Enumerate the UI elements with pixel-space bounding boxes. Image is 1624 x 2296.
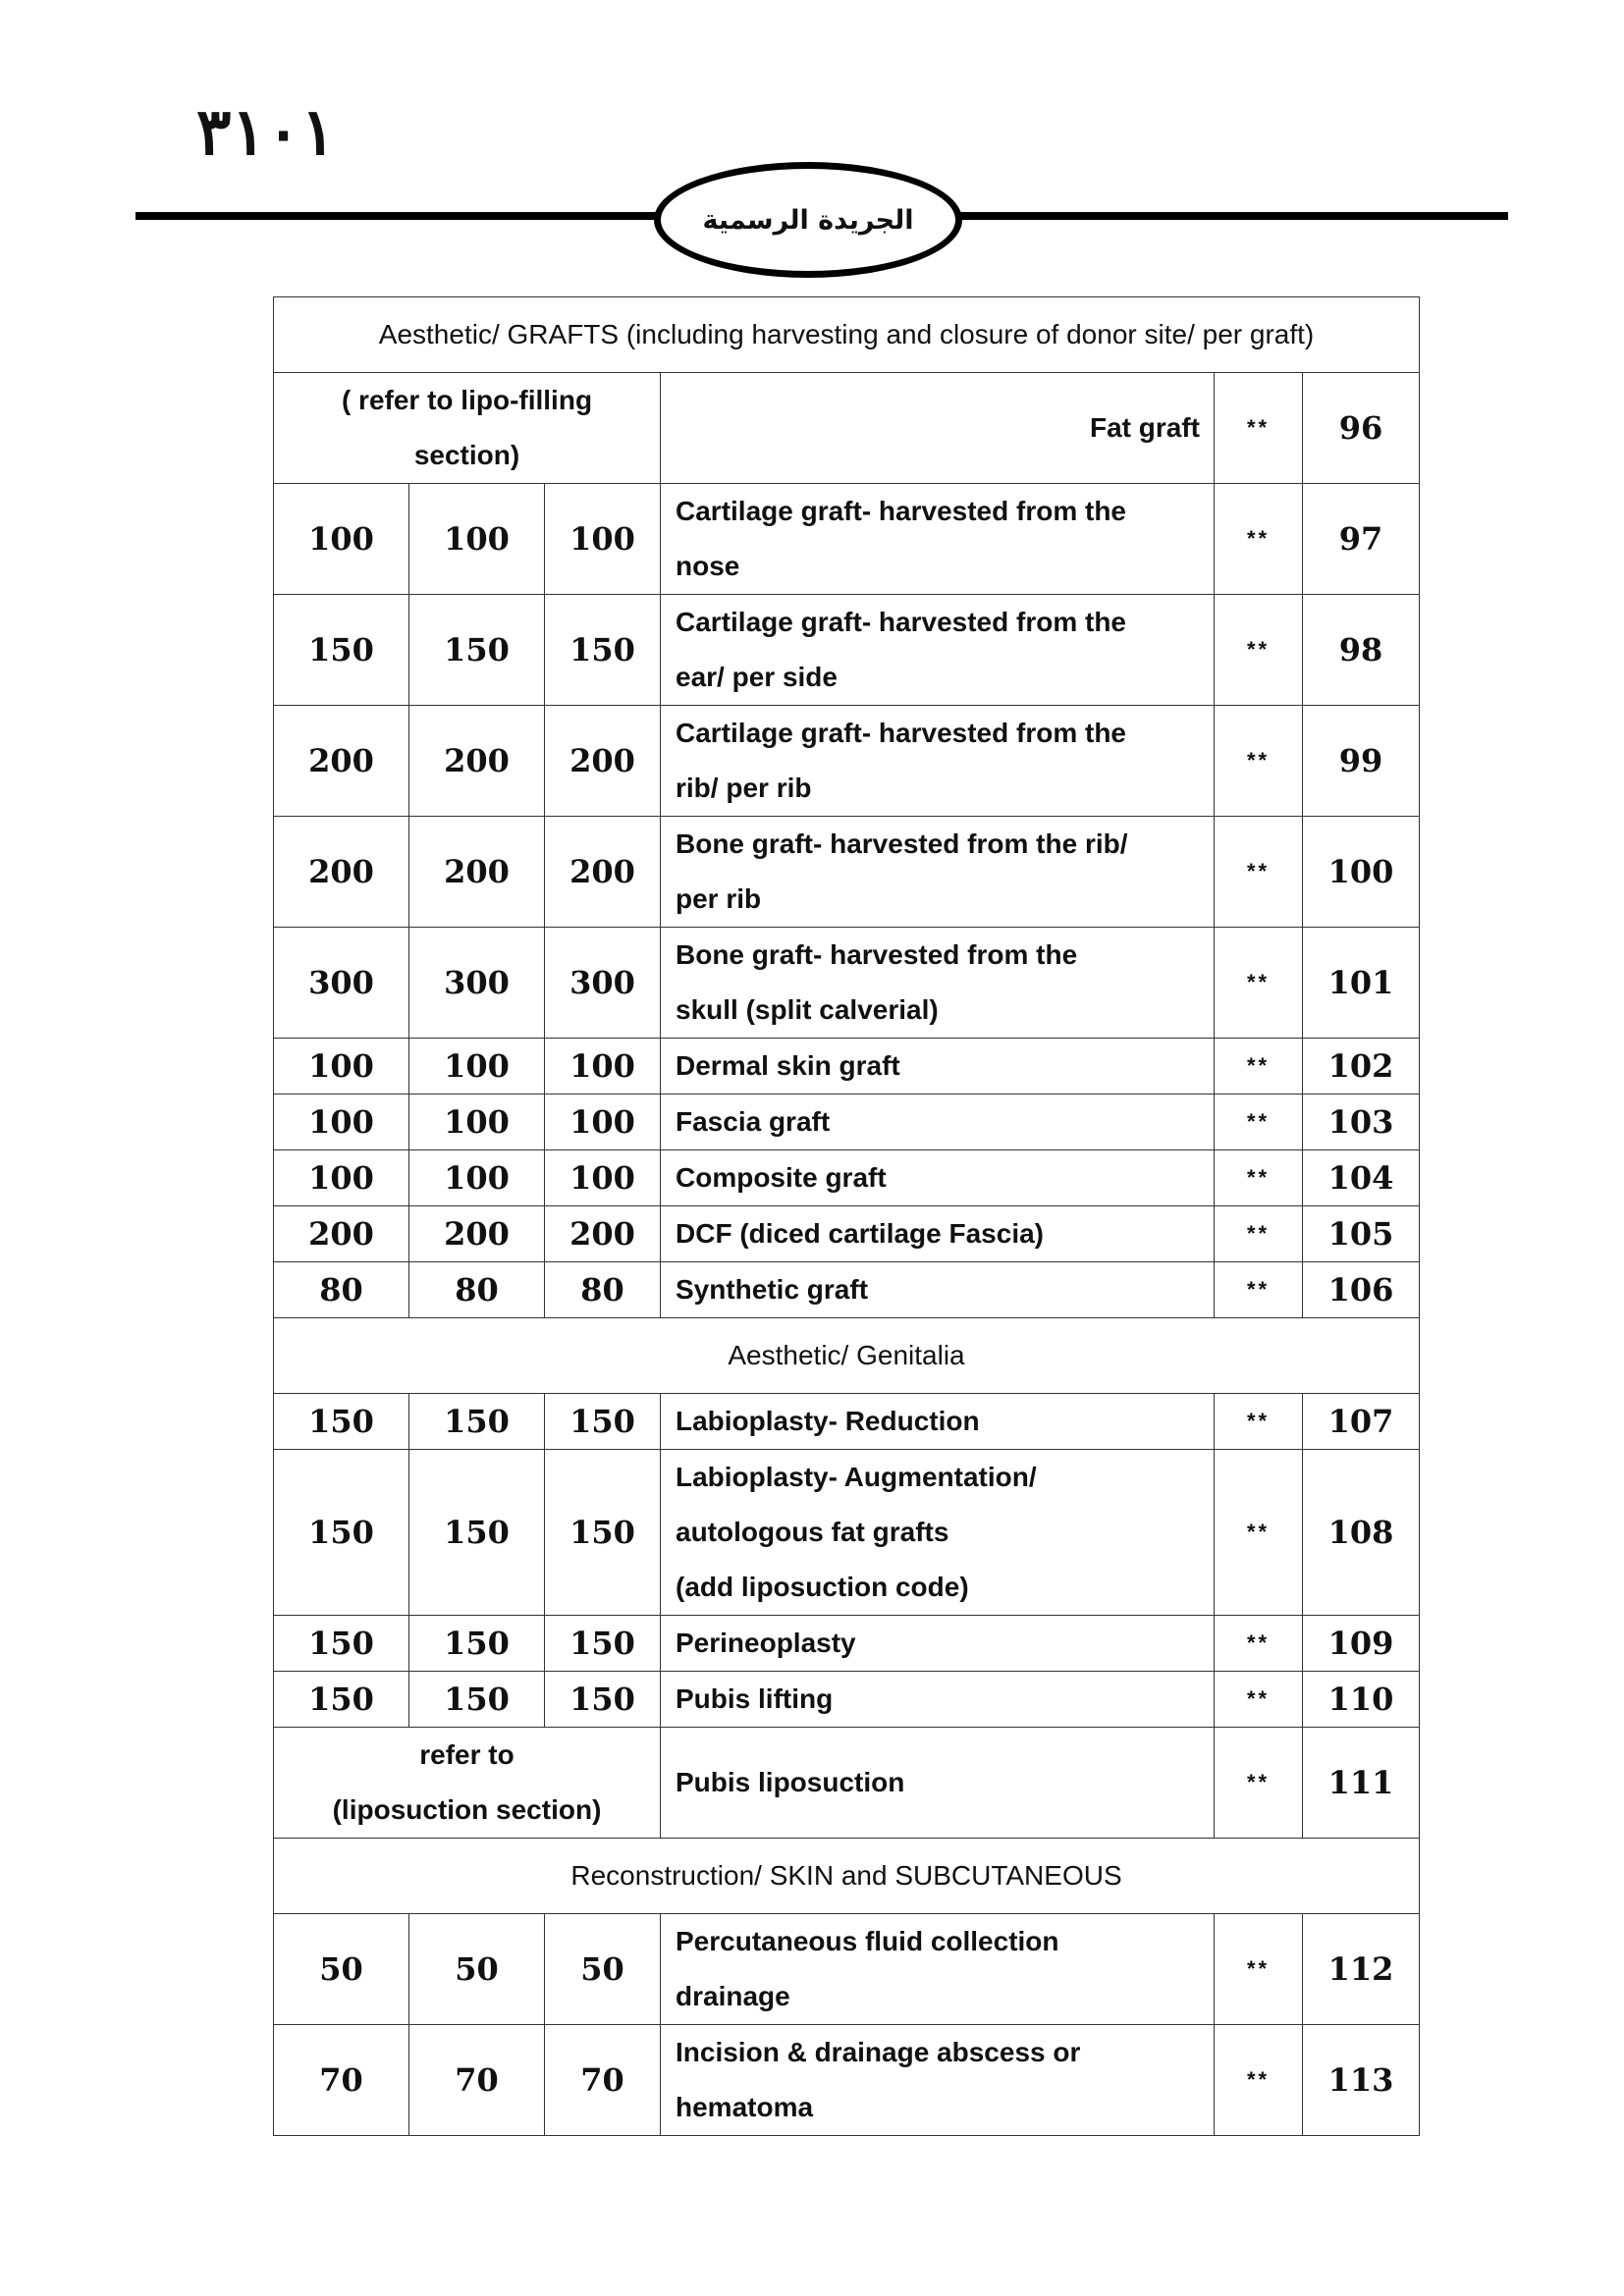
fee-note-cell: [274, 373, 661, 484]
description-line: Cartilage graft- harvested from the: [676, 718, 1126, 748]
procedure-code: 109: [1303, 1616, 1420, 1672]
description-line: per rib: [676, 883, 762, 914]
fee-cell: 150: [409, 1616, 545, 1672]
procedure-description: [661, 1394, 1215, 1450]
fee-cell: 100: [274, 1095, 409, 1150]
fee-cell: 100: [545, 1039, 661, 1095]
fee-cell: 200: [409, 817, 545, 928]
fee-cell: 150: [274, 1450, 409, 1616]
procedure-code: 98: [1303, 595, 1420, 706]
asterisk-mark: **: [1215, 1206, 1303, 1262]
procedure-description: [661, 1262, 1215, 1318]
procedure-code: 102: [1303, 1039, 1420, 1095]
description-line: ear/ per side: [676, 662, 838, 692]
section-header-row: [274, 297, 1420, 373]
fee-cell: 100: [274, 1150, 409, 1206]
description-line: skull (split calverial): [676, 994, 939, 1025]
fee-cell: 150: [409, 1450, 545, 1616]
procedure-code: 113: [1303, 2025, 1420, 2136]
fee-cell: 200: [409, 1206, 545, 1262]
fee-cell: 150: [545, 1450, 661, 1616]
table-row: [274, 1394, 1420, 1450]
fee-note-line: refer to: [419, 1739, 514, 1770]
procedure-code: 104: [1303, 1150, 1420, 1206]
description-line: Pubis lifting: [676, 1683, 834, 1714]
fee-cell: 100: [409, 1039, 545, 1095]
section-header-row: [274, 1839, 1420, 1914]
fee-cell: 70: [545, 2025, 661, 2136]
fee-cell: 80: [545, 1262, 661, 1318]
procedure-code: 105: [1303, 1206, 1420, 1262]
fee-cell: 150: [545, 1616, 661, 1672]
description-line: DCF (diced cartilage Fascia): [676, 1218, 1045, 1249]
procedure-description: [661, 484, 1215, 595]
procedure-description: [661, 595, 1215, 706]
table-row: [274, 484, 1420, 595]
description-line: Percutaneous fluid collection: [676, 1926, 1059, 1956]
procedure-code: 99: [1303, 706, 1420, 817]
description-line: Composite graft: [676, 1162, 887, 1193]
fee-cell: 200: [274, 817, 409, 928]
description-line: (add liposuction code): [676, 1572, 969, 1602]
description-line: Cartilage graft- harvested from the: [676, 607, 1126, 637]
description-line: Incision & drainage abscess or: [676, 2037, 1081, 2067]
fee-schedule-table: [273, 296, 1420, 2136]
table-row: [274, 817, 1420, 928]
asterisk-mark: **: [1215, 1672, 1303, 1728]
section-title-genitalia: Aesthetic/ Genitalia: [274, 1318, 1420, 1394]
table-row: [274, 1672, 1420, 1728]
fee-cell: 50: [274, 1914, 409, 2025]
description-line: hematoma: [676, 2092, 814, 2122]
table-row: [274, 1914, 1420, 2025]
procedure-description: [661, 817, 1215, 928]
asterisk-mark: **: [1215, 1394, 1303, 1450]
fee-cell: 150: [545, 1394, 661, 1450]
fee-cell: 70: [274, 2025, 409, 2136]
fee-cell: 300: [274, 928, 409, 1039]
fee-cell: 150: [274, 595, 409, 706]
procedure-description: [661, 1095, 1215, 1150]
asterisk-mark: **: [1215, 706, 1303, 817]
description-line: Synthetic graft: [676, 1274, 869, 1305]
table-row: [274, 1262, 1420, 1318]
description-line: nose: [676, 551, 740, 581]
table-row: [274, 1728, 1420, 1839]
procedure-code: 111: [1303, 1728, 1420, 1839]
asterisk-mark: **: [1215, 928, 1303, 1039]
description-line: Perineoplasty: [676, 1628, 856, 1658]
procedure-description: [661, 1450, 1215, 1616]
description-line: Fascia graft: [676, 1106, 831, 1137]
section-header-row: [274, 1318, 1420, 1394]
fee-cell: 70: [409, 2025, 545, 2136]
fee-note-line: section): [413, 440, 520, 470]
description-line: drainage: [676, 1981, 790, 2011]
table-row: [274, 1095, 1420, 1150]
fee-cell: 150: [274, 1616, 409, 1672]
description-line: Bone graft- harvested from the: [676, 939, 1078, 970]
fee-cell: 100: [545, 484, 661, 595]
description-line: Cartilage graft- harvested from the: [676, 496, 1126, 526]
fee-note-line: (liposuction section): [332, 1794, 602, 1825]
fee-cell: 200: [274, 706, 409, 817]
fee-cell: 200: [409, 706, 545, 817]
procedure-description: Fat graft: [661, 373, 1215, 484]
description-line: Labioplasty- Reduction: [676, 1406, 980, 1436]
procedure-description: [661, 1914, 1215, 2025]
procedure-code: 110: [1303, 1672, 1420, 1728]
table-row: [274, 1150, 1420, 1206]
section-title-skin: Reconstruction/ SKIN and SUBCUTANEOUS: [274, 1839, 1420, 1914]
fee-cell: 80: [274, 1262, 409, 1318]
fee-cell: 100: [409, 1095, 545, 1150]
fee-cell: 100: [274, 484, 409, 595]
asterisk-mark: **: [1215, 1914, 1303, 2025]
procedure-code: 103: [1303, 1095, 1420, 1150]
fee-cell: 100: [545, 1095, 661, 1150]
description-line: Dermal skin graft: [676, 1050, 900, 1081]
table-row: [274, 1039, 1420, 1095]
fee-cell: 50: [409, 1914, 545, 2025]
fee-cell: 100: [274, 1039, 409, 1095]
fee-cell: 50: [545, 1914, 661, 2025]
procedure-description: [661, 1616, 1215, 1672]
table-row: [274, 595, 1420, 706]
fee-note-line: ( refer to lipo-filling: [341, 385, 593, 415]
fee-cell: 100: [409, 1150, 545, 1206]
page-number: ٣١٠١: [196, 93, 336, 170]
fee-cell: 80: [409, 1262, 545, 1318]
procedure-description: [661, 2025, 1215, 2136]
asterisk-mark: **: [1215, 1728, 1303, 1839]
procedure-description: [661, 1150, 1215, 1206]
table-row: [274, 1450, 1420, 1616]
fee-cell: 200: [545, 706, 661, 817]
procedure-code: 97: [1303, 484, 1420, 595]
fee-cell: 150: [545, 595, 661, 706]
fee-cell: 150: [274, 1394, 409, 1450]
asterisk-mark: **: [1215, 1039, 1303, 1095]
section-title-grafts: Aesthetic/ GRAFTS (including harvesting and closure of donor site/ per graft): [274, 297, 1420, 373]
fee-cell: 150: [409, 595, 545, 706]
procedure-code: 108: [1303, 1450, 1420, 1616]
publication-title: الجريدة الرسمية: [654, 162, 962, 278]
procedure-description: [661, 1672, 1215, 1728]
table-row: [274, 1616, 1420, 1672]
fee-cell: 300: [545, 928, 661, 1039]
table-row: [274, 1206, 1420, 1262]
procedure-description: [661, 1206, 1215, 1262]
description-line: Bone graft- harvested from the rib/: [676, 828, 1128, 859]
asterisk-mark: **: [1215, 817, 1303, 928]
asterisk-mark: **: [1215, 2025, 1303, 2136]
fee-cell: 300: [409, 928, 545, 1039]
table-row: [274, 928, 1420, 1039]
fee-cell: 200: [274, 1206, 409, 1262]
fee-cell: 150: [409, 1672, 545, 1728]
description-line: Labioplasty- Augmentation/: [676, 1462, 1037, 1492]
asterisk-mark: **: [1215, 484, 1303, 595]
table-row: [274, 373, 1420, 484]
asterisk-mark: **: [1215, 1450, 1303, 1616]
procedure-description: [661, 1039, 1215, 1095]
procedure-code: 107: [1303, 1394, 1420, 1450]
procedure-code: 100: [1303, 817, 1420, 928]
procedure-code: 101: [1303, 928, 1420, 1039]
table-row: [274, 706, 1420, 817]
fee-cell: 100: [409, 484, 545, 595]
asterisk-mark: **: [1215, 1150, 1303, 1206]
description-line: rib/ per rib: [676, 773, 812, 803]
asterisk-mark: **: [1215, 595, 1303, 706]
table-row: [274, 2025, 1420, 2136]
asterisk-mark: **: [1215, 1095, 1303, 1150]
procedure-description: [661, 928, 1215, 1039]
asterisk-mark: **: [1215, 1616, 1303, 1672]
fee-cell: 100: [545, 1150, 661, 1206]
fee-cell: 150: [409, 1394, 545, 1450]
procedure-code: 106: [1303, 1262, 1420, 1318]
procedure-code: 96: [1303, 373, 1420, 484]
fee-note-cell: [274, 1728, 661, 1839]
procedure-description: Pubis liposuction: [661, 1728, 1215, 1839]
description-line: autologous fat grafts: [676, 1517, 949, 1547]
fee-cell: 200: [545, 1206, 661, 1262]
procedure-description: [661, 706, 1215, 817]
fee-cell: 150: [274, 1672, 409, 1728]
fee-cell: 200: [545, 817, 661, 928]
fee-cell: 150: [545, 1672, 661, 1728]
procedure-code: 112: [1303, 1914, 1420, 2025]
asterisk-mark: **: [1215, 1262, 1303, 1318]
asterisk-mark: **: [1215, 373, 1303, 484]
